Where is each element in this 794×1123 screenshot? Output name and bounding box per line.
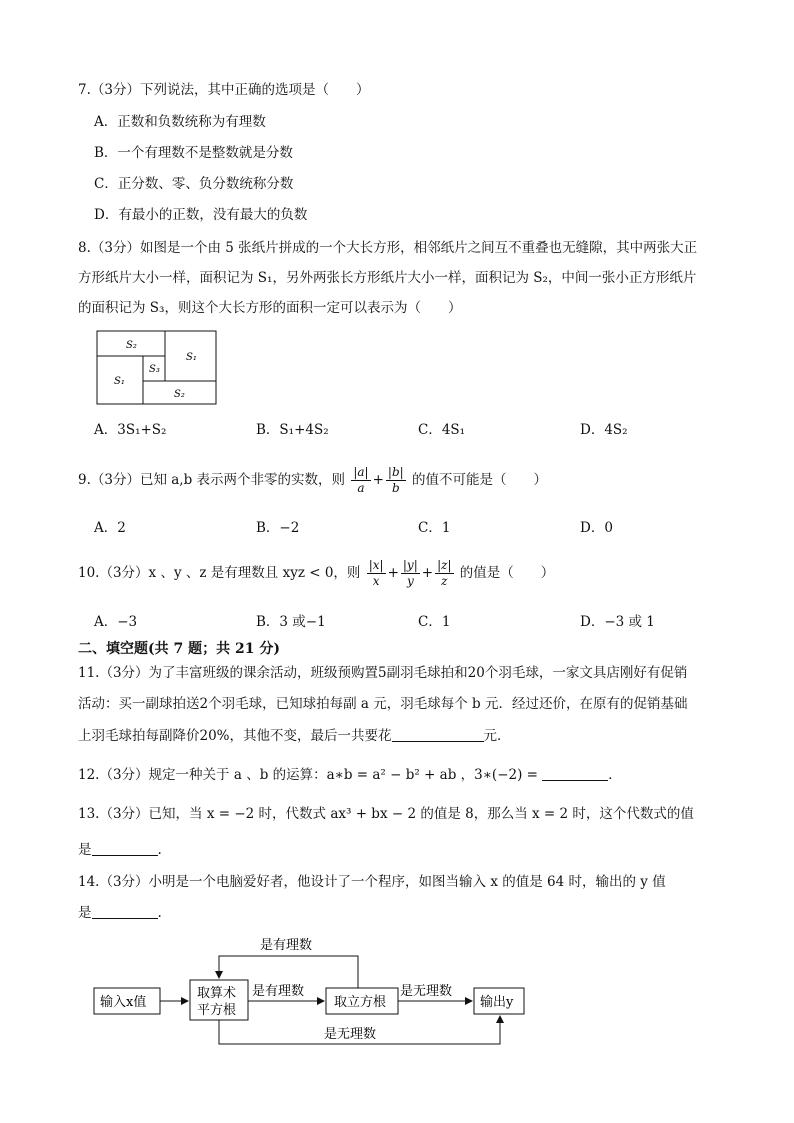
fig-label-s2-top: S₂ — [126, 340, 137, 351]
q9-stem: 9.（3分）已知 a,b 表示两个非零的实数，则 $\frac{|a|}{a}$ + $\frac{|b|}{b}$ 的值不可能是（ ） — [78, 465, 547, 495]
q11-line1: 11.（3分）为了丰富班级的课余活动，班级预购置5副羽毛球拍和20个羽毛球，一家文具店刚好有促销 — [78, 665, 688, 681]
q8-option-a: A．3S₁+S₂ — [94, 422, 167, 438]
flow-sqrt-label-1: 取算术 — [197, 986, 237, 1001]
section-fill-in-blank-heading: 二、填空题(共 7 题；共 21 分) — [78, 641, 280, 657]
q13-line1: 13.（3分）已知，当 x = −2 时，代数式 ax³ + bx − 2 的值是 8，那么当 x = 2 时，这个代数式的值 — [78, 806, 694, 822]
flow-output-label: 输出y — [480, 995, 514, 1010]
q8-line1: 8.（3分）如图是一个由 5 张纸片拼成的一个大长方形，相邻纸片之间互不重叠也无缝隙，其中两张大正 — [78, 240, 698, 256]
q12-stem: 12.（3分）规定一种关于 a 、b 的运算：a∗b = a² − b² + ab ，3∗(−2) = ． — [78, 767, 622, 783]
q9-option-b: B．−2 — [256, 520, 300, 536]
q9-frac1: $\frac{|a|}{a}$ — [353, 465, 369, 495]
q11-answer-blank[interactable] — [392, 727, 484, 742]
q10-option-d: D．−3 或 1 — [580, 614, 655, 630]
q8-line2: 方形纸片大小一样，面积记为 S₁，另外两张长方形纸片大小一样，面积记为 S₂，中间一张小正方形纸片 — [78, 270, 697, 286]
q11-line3: 上羽毛球拍每副降价20%，其他不变，最后一共要花 元． — [78, 728, 511, 744]
q9-frac2: $\frac{|b|}{b}$ — [387, 465, 404, 495]
q9-option-c: C．1 — [418, 520, 451, 536]
q10-stem: 10.（3分）x 、y 、z 是有理数且 xyz < 0，则 $\frac{|x|}{x}$ + $\frac{|y|}{y}$ + $\frac{|z|}{z}$ 的值是（ ） — [78, 558, 555, 588]
q14-flowchart — [90, 930, 550, 1054]
q11-line2: 活动：买一副球拍送2个羽毛球，已知球拍每副 a 元，羽毛球每个 b 元．经过还价，在原有的促销基础 — [78, 696, 688, 712]
q9-option-d: D．0 — [580, 520, 613, 536]
q7-option-a: A．正数和负数统称为有理数 — [94, 114, 266, 130]
fig-label-s1-left: S₁ — [114, 376, 125, 387]
q13-line2: 是 . — [78, 842, 162, 858]
flow-irrational-mid-label: 是无理数 — [400, 984, 453, 999]
q7-option-d: D．有最小的正数，没有最大的负数 — [94, 207, 308, 223]
q13-answer-blank[interactable] — [92, 841, 158, 856]
q7-option-c: C．正分数、零、负分数统称分数 — [94, 176, 294, 192]
q8-option-d: D．4S₂ — [580, 422, 628, 438]
q14-line1: 14.（3分）小明是一个电脑爱好者，他设计了一个程序，如图当输入 x 的值是 64 时，输出的 y 值 — [78, 874, 666, 890]
q14-line2: 是 . — [78, 905, 162, 921]
flow-sqrt-label-2: 平方根 — [197, 1003, 237, 1018]
q8-line3: 的面积记为 S₃，则这个大长方形的面积一定可以表示为（ ） — [78, 300, 462, 316]
flow-irrational-bottom-label: 是无理数 — [324, 1027, 377, 1042]
q7-option-b: B．一个有理数不是整数就是分数 — [94, 145, 293, 161]
flow-cube-label: 取立方根 — [334, 995, 387, 1010]
q12-answer-blank[interactable] — [542, 766, 608, 781]
flow-input-label: 输入x值 — [100, 995, 147, 1010]
flow-rational-mid-label: 是有理数 — [252, 984, 305, 999]
fig-label-s1-right: S₁ — [186, 352, 197, 363]
q9-option-a: A．2 — [94, 520, 126, 536]
q8-option-b: B．S₁+4S₂ — [256, 422, 329, 438]
q10-option-a: A．−3 — [94, 614, 138, 630]
q7-stem: 7.（3分）下列说法，其中正确的选项是（ ） — [78, 82, 370, 98]
flow-rational-top-label: 是有理数 — [260, 938, 313, 953]
q10-option-c: C．1 — [418, 614, 451, 630]
fig-label-s3: S₃ — [149, 364, 160, 375]
q10-option-b: B．3 或−1 — [256, 614, 326, 630]
q8-figure — [96, 330, 218, 406]
q14-answer-blank[interactable] — [92, 904, 158, 919]
q8-option-c: C．4S₁ — [418, 422, 466, 438]
fig-label-s2-bottom: S₂ — [174, 389, 185, 400]
